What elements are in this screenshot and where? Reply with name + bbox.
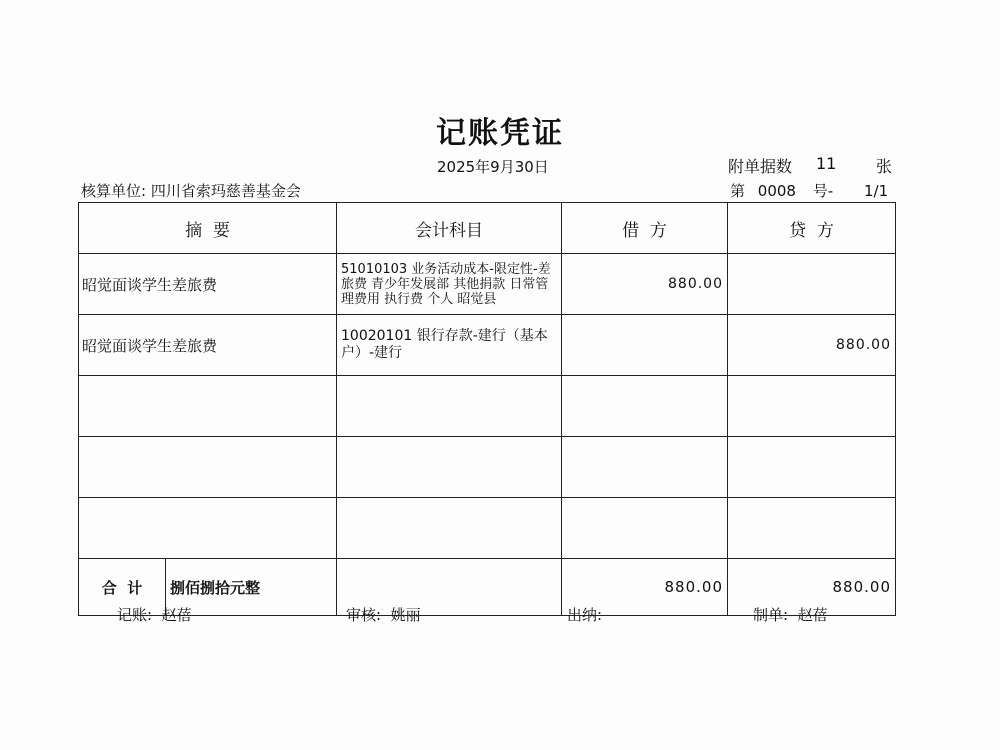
accounting-unit-name: 四川省索玛慈善基金会 [150, 182, 301, 200]
table-row [79, 254, 896, 315]
header-debit: 借 方 [562, 203, 728, 254]
row-summary [79, 498, 337, 559]
row-debit: 880.00 [562, 254, 728, 315]
row-credit [728, 376, 896, 437]
voucher-date: 2025年9月30日 [437, 158, 549, 176]
total-amount-words: 捌佰捌拾元整 [170, 578, 261, 597]
row-debit [562, 498, 728, 559]
header-credit: 贷 方 [728, 203, 896, 254]
total-label: 合 计 [79, 559, 166, 615]
voucher-prefix: 第 [730, 182, 746, 200]
row-account [337, 498, 562, 559]
voucher-number [730, 180, 888, 201]
voucher-number-value: 0008 [757, 182, 796, 200]
row-summary: 昭觉面谈学生差旅费 [79, 315, 337, 376]
row-account: 51010103 业务活动成本-限定性-差旅费 青少年发展部 其他捐款 日常管理费用 执行费 个人 昭觉县 [337, 254, 562, 315]
row-summary: 昭觉面谈学生差旅费 [79, 254, 337, 315]
row-summary [79, 376, 337, 437]
row-credit: 880.00 [728, 315, 896, 376]
voucher-table [78, 202, 896, 616]
bookkeeper: 记账: 赵蓓 [117, 606, 192, 624]
accounting-unit-label: 核算单位: [81, 182, 147, 200]
accounting-unit [81, 180, 301, 201]
voucher-suffix: 号- [812, 182, 834, 200]
attachments-info [728, 154, 893, 177]
table-row [79, 498, 896, 559]
row-summary [79, 437, 337, 498]
cashier: 出纳: [567, 606, 603, 624]
attachments-unit: 张 [876, 157, 893, 176]
row-debit [562, 315, 728, 376]
row-credit [728, 254, 896, 315]
row-account [337, 376, 562, 437]
document-title: 记账凭证 [436, 116, 564, 151]
table-row [79, 315, 896, 376]
reviewer: 审核: 姚丽 [346, 606, 421, 624]
row-account [337, 437, 562, 498]
table-row [79, 376, 896, 437]
row-credit [728, 437, 896, 498]
attachments-count: 11 [816, 154, 837, 173]
row-debit [562, 437, 728, 498]
table-row [79, 437, 896, 498]
attachments-label: 附单据数 [728, 157, 793, 176]
preparer: 制单: 赵蓓 [753, 606, 828, 624]
voucher-page: 1/1 [863, 182, 889, 200]
table-header-row [79, 203, 896, 254]
total-debit: 880.00 [562, 559, 728, 616]
header-account: 会计科目 [337, 203, 562, 254]
header-summary: 摘 要 [79, 203, 337, 254]
row-account: 10020101 银行存款-建行（基本户）-建行 [337, 315, 562, 376]
row-credit [728, 498, 896, 559]
row-debit [562, 376, 728, 437]
total-credit: 880.00 [728, 559, 896, 616]
